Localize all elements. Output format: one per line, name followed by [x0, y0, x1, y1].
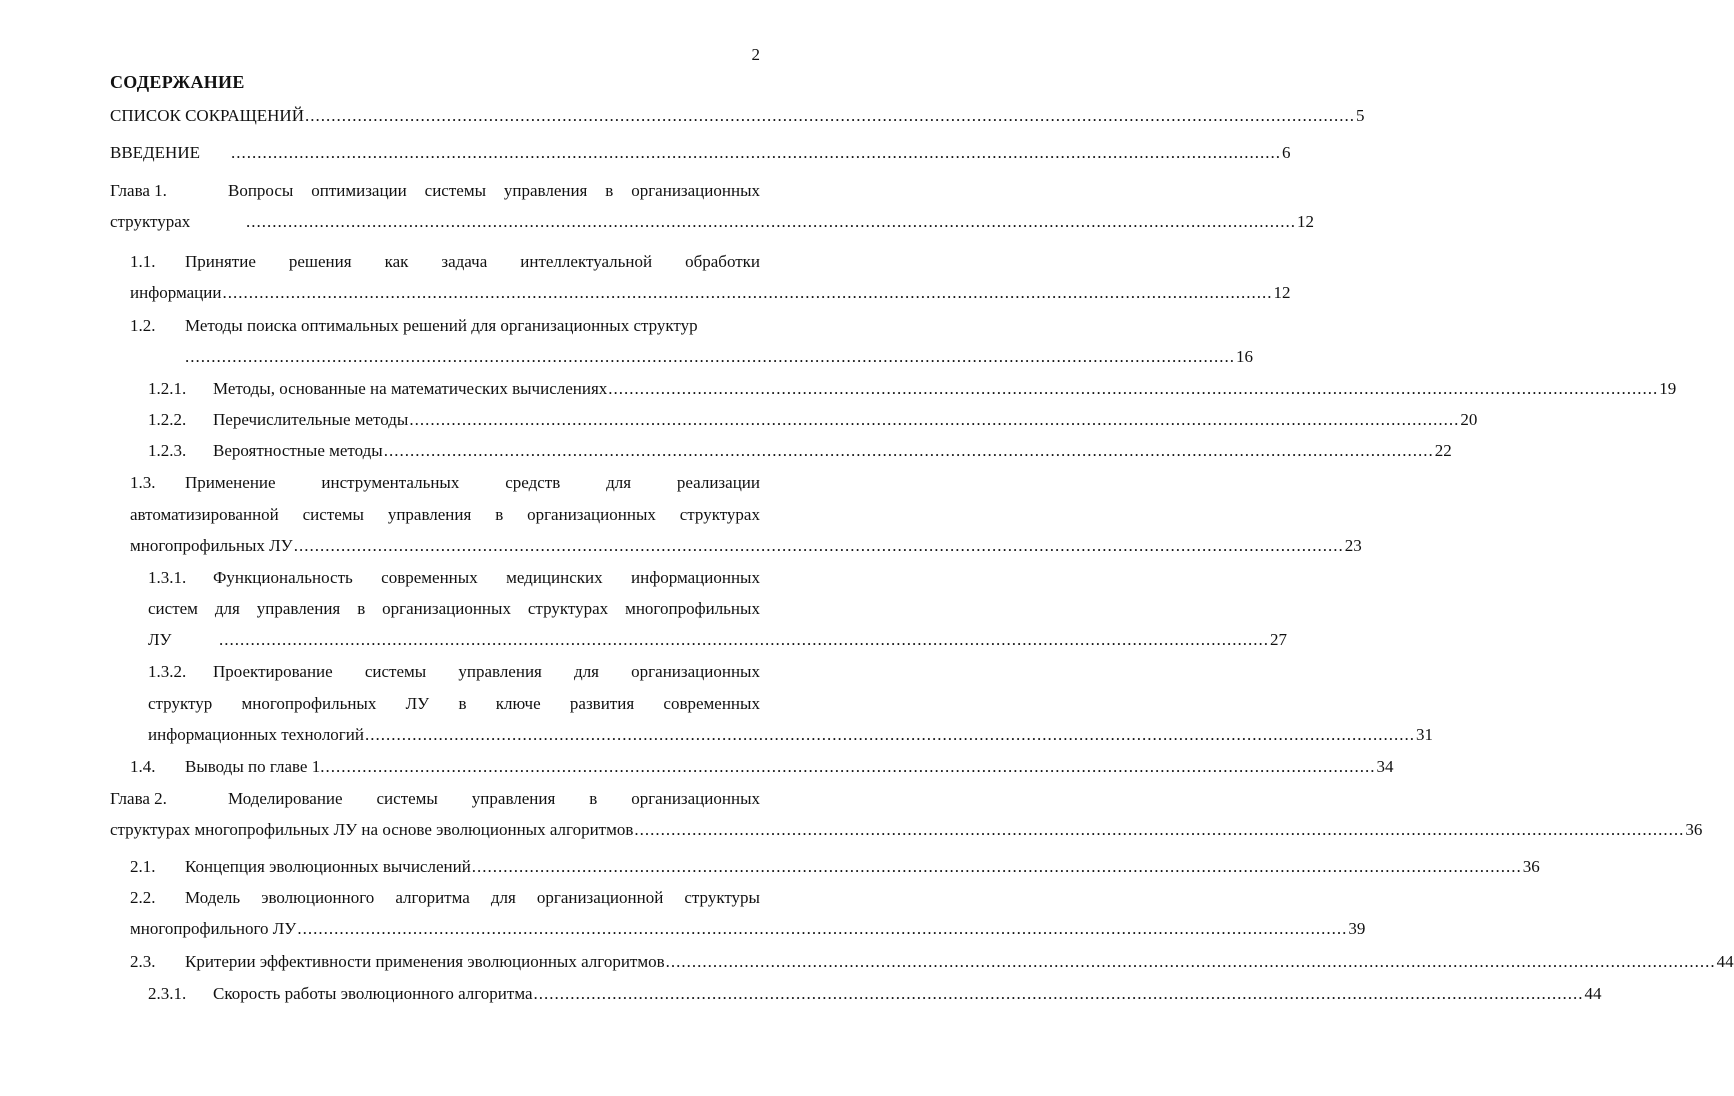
dot-leader: ........................................................................................................................................................................................................: [471, 857, 1522, 876]
dot-leader: ........................................................................................................................................................................................................: [383, 441, 1434, 460]
toc-entry-page: 36: [1522, 857, 1540, 876]
toc-entry-title-line: Применение инструментальных средств для реализации: [185, 473, 760, 492]
dot-leader: ........................................................................................................................................................................................................: [219, 630, 1269, 649]
toc-entry-page: 22: [1434, 441, 1452, 460]
toc-entry-number: Глава 1.: [110, 181, 167, 200]
toc-entry-page: 16: [1236, 347, 1253, 366]
toc-entry-title: ЛУ: [148, 630, 172, 649]
toc-entry-number: 1.3.: [130, 473, 156, 492]
toc-entry-title: Методы поиска оптимальных решений для организационных структур: [185, 316, 698, 335]
toc-entry-number: 1.3.1.: [148, 568, 187, 587]
toc-entry-number: 1.3.2.: [148, 662, 187, 681]
toc-entry-title: структурах: [110, 212, 191, 231]
dot-leader: ........................................................................................................................................................................................................: [665, 952, 1716, 971]
toc-entry-number: 2.3.: [130, 952, 156, 971]
toc-entry-number: 1.1.: [130, 252, 156, 271]
toc-entry-title: многопрофильного ЛУ: [130, 919, 297, 938]
toc-entry-title-line: Модель эволюционного алгоритма для организационной структуры: [185, 888, 760, 907]
dot-leader: ........................................................................................................................................................................................................: [293, 536, 1344, 555]
toc-entry-title: Критерии эффективности применения эволюционных алгоритмов: [185, 952, 665, 971]
dot-leader: ........................................................................................................................................................................................................: [222, 283, 1273, 302]
toc-entry-page: 12: [1273, 283, 1291, 302]
toc-entry-title-line: Проектирование системы управления для организационных: [213, 662, 760, 681]
toc-entry-page: 34: [1376, 757, 1394, 776]
toc-entry-page: 39: [1348, 919, 1366, 938]
page-title: СОДЕРЖАНИЕ: [110, 72, 245, 92]
dot-leader: ........................................................................................................................................................................................................: [608, 379, 1659, 398]
toc-entry-number: 1.2.3.: [148, 441, 187, 460]
dot-leader: ........................................................................................................................................................................................................: [409, 410, 1460, 429]
toc-entry-number: 2.3.1.: [148, 984, 187, 1003]
toc-entry-number: 2.1.: [130, 857, 156, 876]
dot-leader: ........................................................................................................................................................................................................: [304, 106, 1355, 125]
toc-entry-title: структурах многопрофильных ЛУ на основе эволюционных алгоритмов: [110, 820, 634, 839]
toc-entry-page: 23: [1344, 536, 1362, 555]
toc-entry-title-line: систем для управления в организационных структурах многопрофильных: [148, 599, 760, 618]
toc-entry-title-line: Принятие решения как задача интеллектуальной обработки: [185, 252, 760, 271]
toc-entry-number: 1.2.: [130, 316, 156, 335]
toc-entry-page: 19: [1659, 379, 1677, 398]
toc-entry-title: Перечислительные методы: [213, 410, 409, 429]
toc-entry-page: 5: [1355, 106, 1365, 125]
dot-leader: ........................................................................................................................................................................................................: [533, 984, 1584, 1003]
toc-entry-page: 44: [1716, 952, 1734, 971]
toc-entry-number: 1.2.2.: [148, 410, 187, 429]
toc-entry-page: 12: [1297, 212, 1314, 231]
dot-leader: ........................................................................................................................................................................................................: [297, 919, 1348, 938]
toc-entry-number: 1.2.1.: [148, 379, 187, 398]
toc-entry-title: информации: [130, 283, 222, 302]
toc-entry-page: 36: [1685, 820, 1703, 839]
toc-entry-number: 2.2.: [130, 888, 156, 907]
toc-entry-page: 27: [1270, 630, 1287, 649]
dot-leader: ........................................................................................................................................................................................................: [634, 820, 1685, 839]
toc-entry-title-line: Функциональность современных медицинских информационных: [213, 568, 760, 587]
toc-entry-title-line: Вопросы оптимизации системы управления в организационных: [228, 181, 760, 200]
toc-entry-title-line: структур многопрофильных ЛУ в ключе развития современных: [148, 694, 760, 713]
toc-entry-title: ВВЕДЕНИЕ: [110, 143, 200, 162]
toc-entry-title: СПИСОК СОКРАЩЕНИЙ: [110, 106, 304, 125]
toc-entry-title: Методы, основанные на математических вычислениях: [213, 379, 608, 398]
toc-entry-title: Выводы по главе 1.: [185, 757, 325, 776]
toc-entry-page: 6: [1282, 143, 1291, 162]
dot-leader: ........................................................................................................................................................................................................: [325, 757, 1376, 776]
dot-leader: ........................................................................................................................................................................................................: [246, 212, 1296, 231]
toc-entry-number: Глава 2.: [110, 789, 167, 808]
toc-entry-title: Концепция эволюционных вычислений: [185, 857, 471, 876]
dot-leader: ........................................................................................................................................................................................................: [185, 347, 1235, 366]
toc-entry-page: 31: [1415, 725, 1433, 744]
toc-entry-number: 1.4.: [130, 757, 156, 776]
dot-leader: ........................................................................................................................................................................................................: [231, 143, 1281, 162]
dot-leader: ........................................................................................................................................................................................................: [364, 725, 1415, 744]
toc-entry-page: 44: [1584, 984, 1602, 1003]
page-number: 2: [751, 45, 760, 64]
toc-entry-title-line: Моделирование системы управления в организационных: [228, 789, 760, 808]
toc-entry-page: 20: [1460, 410, 1478, 429]
toc-entry-title: Скорость работы эволюционного алгоритма: [213, 984, 533, 1003]
toc-entry-title-line: автоматизированной системы управления в организационных структурах: [130, 505, 760, 524]
toc-entry-title: Вероятностные методы: [213, 441, 383, 460]
toc-entry-title: многопрофильных ЛУ: [130, 536, 293, 555]
toc-entry-title: информационных технологий: [148, 725, 364, 744]
